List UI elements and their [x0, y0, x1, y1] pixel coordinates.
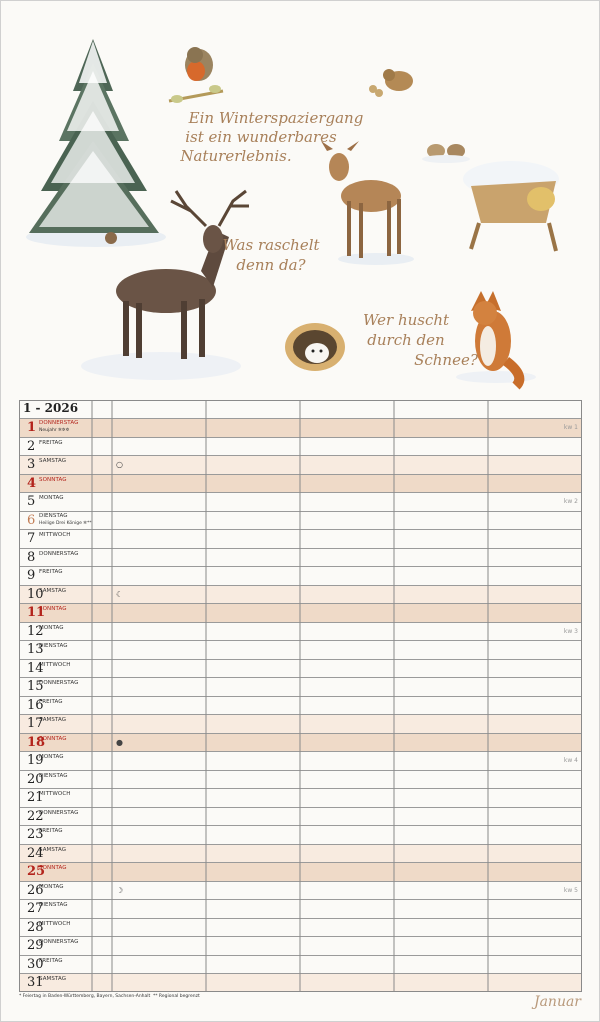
moon-phase-icon: ○	[116, 460, 123, 469]
moon-phase-icon: ☾	[116, 589, 124, 599]
weekday-name: DONNERSTAG	[39, 809, 79, 816]
day-number: 17	[27, 716, 44, 731]
calendar-day-row[interactable]	[19, 585, 582, 604]
moon-phase-icon: ☽	[116, 885, 124, 895]
calendar-day-row[interactable]	[19, 511, 582, 530]
weekday-name: MITTWOCH	[39, 920, 71, 927]
day-number: 2	[27, 438, 36, 454]
calendar-day-row[interactable]	[19, 788, 582, 807]
calendar-day-row[interactable]	[19, 622, 582, 641]
stoat-in-log	[285, 323, 345, 371]
day-number: 8	[27, 549, 36, 565]
weekday-name: DIENSTAG	[39, 772, 68, 779]
day-number: 27	[27, 901, 44, 916]
weekday-name: MITTWOCH	[39, 791, 71, 797]
weekday-name: DONNERSTAG	[39, 680, 79, 686]
day-number: 1	[27, 420, 37, 435]
weekday-name: FREITAG	[39, 698, 63, 705]
day-number: 23	[27, 827, 44, 842]
day-number: 11	[27, 605, 46, 620]
weekday-name: MONTAG	[39, 883, 64, 890]
day-number: 29	[27, 938, 44, 953]
footnote-holiday: * Feiertag in Baden-Württemberg, Bayern, Sachsen-Anhalt	[19, 994, 151, 999]
weekday-name: MITTWOCH	[39, 661, 71, 668]
snowy-fir-tree	[26, 39, 166, 247]
day-number: 9	[27, 568, 36, 583]
day-number: 26	[27, 882, 44, 898]
mouse-with-nuts	[369, 69, 413, 97]
caption-main-2: ist ein wunderbares	[185, 128, 337, 146]
holiday-note: Heilige Drei Könige ✲**	[39, 520, 92, 526]
day-number: 30	[27, 956, 44, 972]
day-number: 3	[27, 457, 36, 472]
day-number: 24	[27, 845, 44, 861]
week-number: kw 5	[563, 886, 578, 894]
weekday-name: DIENSTAG	[39, 902, 68, 908]
day-number: 16	[27, 697, 44, 713]
day-number: 7	[27, 531, 36, 546]
calendar-header	[19, 400, 92, 418]
calendar-day-row[interactable]	[19, 770, 582, 789]
day-number: 22	[27, 808, 44, 824]
calendar-day-row[interactable]	[19, 640, 582, 659]
weekday-name: SONNTAG	[39, 735, 67, 742]
day-number: 6	[27, 512, 36, 528]
winter-illustration	[1, 1, 599, 399]
calendar-day-row[interactable]	[19, 529, 582, 548]
day-number: 20	[27, 771, 44, 787]
hay-rack	[463, 161, 559, 251]
day-number: 4	[27, 475, 37, 491]
calendar-day-row[interactable]	[19, 955, 582, 974]
calendar-day-row[interactable]	[19, 677, 582, 696]
day-number: 12	[27, 623, 44, 639]
month-name: Januar	[533, 994, 581, 1010]
week-number: kw 3	[563, 627, 578, 635]
day-number: 31	[27, 975, 44, 990]
weekday-name: FREITAG	[39, 828, 63, 834]
weekday-name: DONNERSTAG	[39, 550, 79, 557]
holiday-note: Neujahr ✲✲✲	[39, 428, 70, 433]
calendar-day-row[interactable]	[19, 881, 582, 900]
calendar-grid	[19, 400, 582, 992]
calendar-day-row[interactable]	[19, 418, 582, 437]
weekday-name: SONNTAG	[39, 606, 67, 612]
weekday-name: MONTAG	[39, 495, 64, 501]
calendar-day-row[interactable]	[19, 751, 582, 770]
week-number: kw 2	[563, 498, 578, 505]
caption-main-3: Naturerlebnis.	[180, 147, 292, 165]
calendar-day-row[interactable]	[19, 437, 582, 456]
weekday-name: SONNTAG	[39, 865, 67, 871]
weekday-name: SAMSTAG	[39, 717, 67, 723]
calendar-day-row[interactable]	[19, 899, 582, 918]
day-number: 13	[27, 642, 44, 657]
weekday-name: SAMSTAG	[39, 846, 67, 853]
weekday-name: FREITAG	[39, 957, 63, 964]
day-number: 15	[27, 679, 44, 694]
calendar-day-row[interactable]	[19, 696, 582, 715]
weekday-name: SAMSTAG	[39, 458, 67, 464]
calendar-day-row[interactable]	[19, 714, 582, 733]
calendar-day-row[interactable]	[19, 492, 582, 511]
weekday-name: MITTWOCH	[39, 532, 71, 538]
weekday-name: SONNTAG	[39, 476, 67, 483]
calendar-day-row[interactable]	[19, 844, 582, 863]
week-number: kw 4	[563, 757, 578, 764]
calendar-day-row[interactable]	[19, 733, 582, 752]
calendar-day-row[interactable]	[19, 973, 582, 992]
weekday-name: MONTAG	[39, 624, 64, 631]
calendar-day-row[interactable]	[19, 936, 582, 955]
calendar-day-row[interactable]	[19, 566, 582, 585]
calendar-day-row[interactable]	[19, 474, 582, 493]
day-number: 18	[27, 734, 46, 750]
caption-question-2a: Wer huscht	[362, 311, 450, 329]
caption-question-2c: Schnee?	[414, 351, 478, 369]
calendar-day-row[interactable]	[19, 862, 582, 881]
calendar-day-row[interactable]	[19, 603, 582, 622]
caption-question-1b: denn da?	[236, 256, 306, 274]
calendar-day-row[interactable]	[19, 825, 582, 844]
day-number: 21	[27, 790, 44, 805]
day-number: 5	[27, 494, 36, 509]
caption-question-1a: Was raschelt	[222, 236, 320, 254]
calendar-day-row[interactable]	[19, 918, 582, 937]
day-number: 10	[27, 586, 44, 602]
calendar-day-row[interactable]	[19, 548, 582, 567]
week-number: kw 1	[563, 424, 578, 431]
moon-phase-icon: ●	[116, 737, 123, 747]
weekday-name: SAMSTAG	[39, 587, 67, 594]
weekday-name: DIENSTAG	[39, 643, 68, 649]
two-mice	[422, 144, 470, 163]
calendar-header-label: 1 - 2026	[23, 401, 79, 415]
weekday-name: FREITAG	[39, 439, 63, 446]
weekday-name: SAMSTAG	[39, 976, 67, 982]
weekday-name: MONTAG	[39, 754, 64, 760]
weekday-name: DIENSTAG	[39, 512, 68, 519]
caption-question-2b: durch den	[367, 331, 445, 349]
footnote-regional: ** Regional begrenzt	[153, 994, 200, 999]
red-fox	[456, 291, 536, 386]
day-number: 25	[27, 864, 46, 879]
weekday-name: FREITAG	[39, 569, 63, 575]
robin	[169, 47, 223, 103]
weekday-name: DONNERSTAG	[39, 420, 79, 426]
calendar-day-row[interactable]	[19, 659, 582, 678]
day-number: 19	[27, 753, 44, 768]
calendar-day-row[interactable]	[19, 455, 582, 474]
weekday-name: DONNERSTAG	[39, 939, 79, 945]
calendar-day-row[interactable]	[19, 807, 582, 826]
caption-main-1: Ein Winterspaziergang	[188, 109, 364, 127]
day-number: 14	[27, 660, 44, 676]
day-number: 28	[27, 919, 44, 935]
